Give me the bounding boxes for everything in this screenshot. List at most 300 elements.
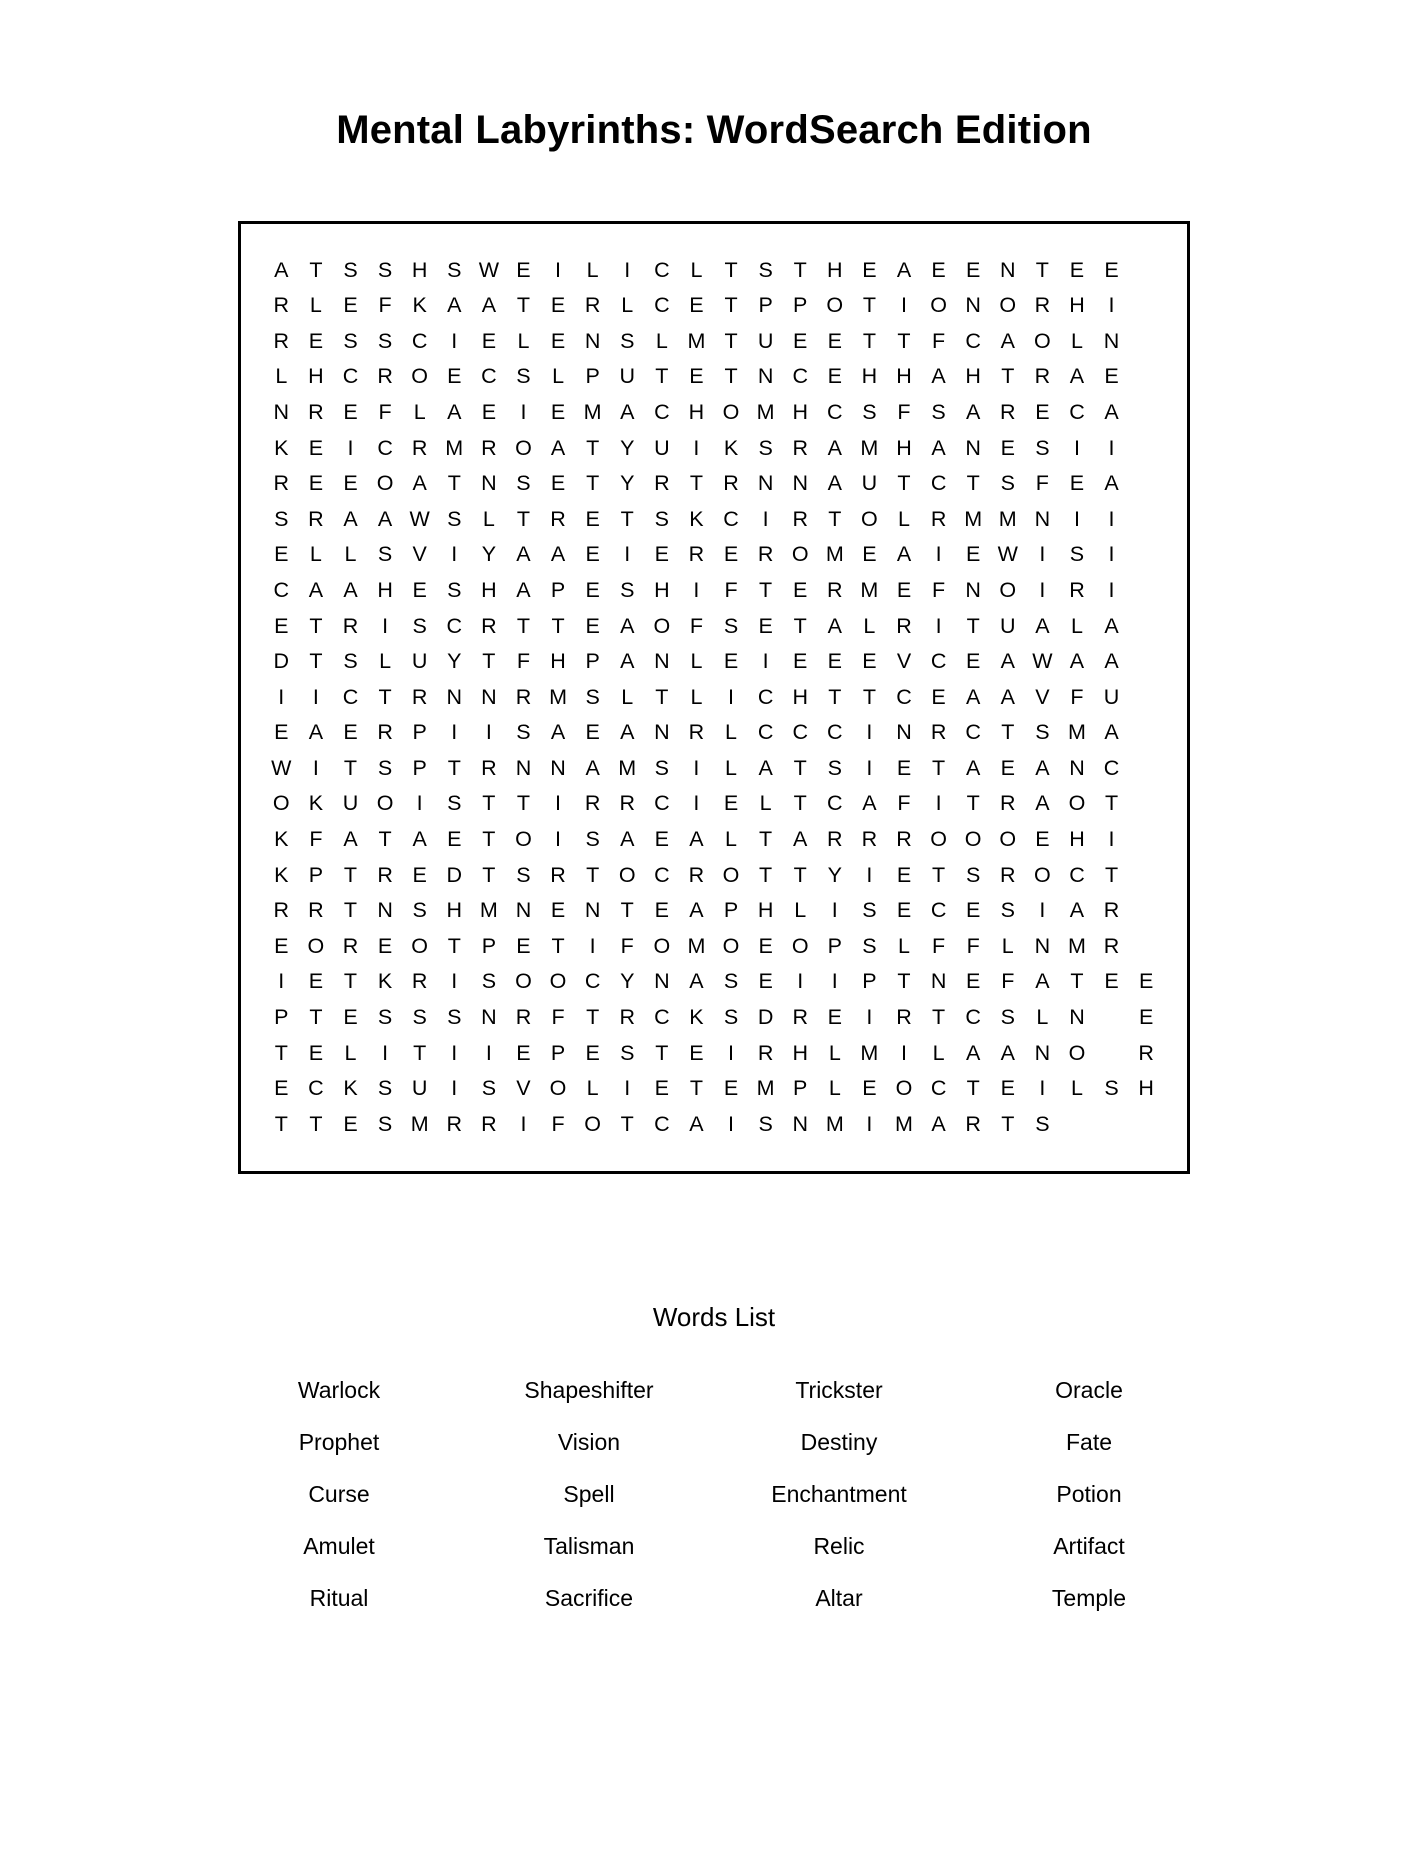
- grid-cell: T: [793, 755, 807, 780]
- grid-cell: I: [312, 755, 319, 780]
- grid-cell: F: [378, 399, 392, 424]
- grid-cell: P: [412, 755, 427, 780]
- grid-cell: C: [1069, 862, 1085, 887]
- grid-cell: C: [342, 364, 359, 389]
- grid-cell: K: [412, 293, 427, 318]
- grid-cell: K: [689, 1005, 704, 1030]
- grid-cell: E: [931, 257, 946, 282]
- grid-cell: E: [793, 328, 808, 353]
- grid-cell: S: [412, 613, 427, 638]
- grid-cell: A: [1104, 471, 1119, 496]
- grid-cell: I: [693, 435, 700, 460]
- grid-cell: T: [620, 1111, 634, 1136]
- grid-cell: A: [274, 257, 289, 282]
- grid-cell: L: [655, 328, 668, 353]
- grid-cell: A: [931, 364, 946, 389]
- grid-cell: S: [447, 1005, 462, 1030]
- grid-cell: E: [1000, 435, 1015, 460]
- grid-cell: H: [550, 649, 566, 674]
- grid-cell: H: [1069, 827, 1085, 852]
- grid-cell: O: [1033, 328, 1051, 353]
- grid-cell: E: [585, 613, 600, 638]
- grid-cell: A: [1104, 720, 1119, 745]
- grid-cell: L: [344, 1040, 357, 1065]
- grid-cell: R: [446, 1111, 463, 1136]
- grid-cell: R: [827, 827, 843, 852]
- grid-cell: C: [965, 720, 981, 745]
- grid-cell: E: [308, 435, 324, 460]
- grid-cell: R: [308, 506, 324, 531]
- grid-cell: A: [827, 613, 842, 638]
- grid-cell: A: [377, 506, 393, 531]
- grid-cell: L: [794, 898, 807, 923]
- grid-cell: L: [344, 542, 357, 567]
- grid-cell: S: [377, 542, 393, 567]
- grid-cell: I: [555, 257, 562, 282]
- grid-cell: [1129, 253, 1164, 289]
- grid-cell: O: [1068, 1040, 1086, 1065]
- grid-cell: H: [1069, 293, 1085, 318]
- grid-cell: C: [757, 684, 774, 709]
- grid-cell: L: [309, 293, 322, 318]
- grid-cell: S: [1104, 1076, 1119, 1101]
- grid-cell: F: [932, 328, 946, 353]
- grid-cell: O: [826, 293, 844, 318]
- grid-cell: U: [861, 471, 878, 496]
- grid-cell: M: [1067, 720, 1086, 745]
- grid-cell: A: [827, 471, 842, 496]
- grid-cell: I: [831, 969, 838, 994]
- grid-cell: R: [1034, 364, 1051, 389]
- grid-cell: H: [896, 364, 912, 389]
- grid-cell: I: [416, 791, 423, 816]
- grid-cell: I: [1039, 1076, 1046, 1101]
- grid-cell: O: [376, 791, 394, 816]
- grid-cell: R: [792, 1005, 808, 1030]
- grid-cell: O: [791, 933, 809, 958]
- grid-cell: L: [1036, 1005, 1049, 1030]
- grid-cell: [1129, 395, 1164, 431]
- grid-cell: M: [860, 435, 879, 460]
- grid-cell: T: [966, 471, 980, 496]
- grid-cell: [1094, 1036, 1129, 1072]
- grid-cell: I: [278, 969, 285, 994]
- grid-cell: T: [309, 649, 323, 674]
- grid-cell: E: [274, 720, 289, 745]
- grid-cell: H: [792, 684, 808, 709]
- grid-cell: Y: [447, 649, 462, 674]
- grid-cell: S: [862, 399, 877, 424]
- grid-cell: T: [1001, 364, 1015, 389]
- grid-cell: C: [827, 791, 843, 816]
- grid-cell: R: [342, 613, 359, 638]
- grid-cell: E: [723, 791, 739, 816]
- grid-cell: E: [516, 257, 531, 282]
- grid-cell: W: [997, 542, 1018, 567]
- grid-cell: N: [377, 898, 393, 923]
- grid-cell: A: [966, 755, 981, 780]
- grid-cell: T: [724, 364, 738, 389]
- grid-cell: M: [756, 1076, 775, 1101]
- grid-cell: N: [1034, 506, 1051, 531]
- word-list-item: Destiny: [800, 1429, 878, 1455]
- grid-cell: C: [654, 1111, 670, 1136]
- grid-cell: A: [620, 399, 635, 424]
- grid-cell: E: [1035, 827, 1050, 852]
- grid-cell: I: [555, 791, 562, 816]
- grid-cell: S: [447, 506, 462, 531]
- grid-cell: O: [272, 791, 290, 816]
- grid-cell: S: [481, 969, 497, 994]
- grid-cell: C: [446, 613, 463, 638]
- grid-cell: A: [793, 827, 808, 852]
- grid-cell: E: [274, 1076, 289, 1101]
- grid-cell: [1129, 324, 1164, 360]
- grid-cell: I: [1108, 435, 1115, 460]
- grid-cell: E: [1000, 755, 1015, 780]
- grid-cell: T: [1035, 257, 1049, 282]
- word-list-item: Fate: [1065, 1429, 1113, 1455]
- grid-cell: R: [481, 613, 497, 638]
- grid-cell: E: [343, 1005, 358, 1030]
- grid-cell: A: [862, 791, 877, 816]
- grid-cell: S: [654, 755, 669, 780]
- grid-cell: A: [343, 827, 358, 852]
- grid-cell: S: [1035, 1111, 1050, 1136]
- grid-cell: O: [411, 933, 429, 958]
- grid-cell: H: [654, 577, 670, 602]
- grid-cell: A: [516, 577, 531, 602]
- grid-cell: E: [516, 1040, 531, 1065]
- grid-cell: S: [412, 1005, 427, 1030]
- grid-cell: O: [307, 933, 325, 958]
- grid-cell: D: [757, 1005, 774, 1030]
- grid-cell: C: [965, 1005, 981, 1030]
- grid-cell: O: [376, 471, 394, 496]
- grid-cell: Y: [620, 969, 635, 994]
- grid-cell: O: [653, 613, 671, 638]
- grid-cell: L: [621, 684, 634, 709]
- grid-cell: N: [584, 328, 601, 353]
- grid-cell: L: [482, 506, 495, 531]
- word-search-grid: [264, 253, 1164, 1143]
- grid-cell: M: [410, 1111, 429, 1136]
- grid-cell: M: [618, 755, 637, 780]
- grid-cell: U: [757, 328, 774, 353]
- grid-cell: [1129, 893, 1164, 929]
- grid-cell: N: [930, 969, 947, 994]
- grid-cell: M: [756, 399, 775, 424]
- grid-cell: T: [516, 506, 531, 531]
- grid-cell: C: [654, 293, 670, 318]
- grid-cell: F: [932, 933, 946, 958]
- grid-cell: [1129, 822, 1164, 858]
- grid-cell: A: [1000, 328, 1015, 353]
- grid-cell: R: [411, 969, 428, 994]
- grid-cell: E: [1069, 257, 1085, 282]
- grid-cell: F: [897, 399, 911, 424]
- word-list-item: Altar: [815, 1585, 863, 1611]
- grid-cell: I: [589, 933, 596, 958]
- grid-cell: U: [1103, 684, 1120, 709]
- word-list-item: Sacrifice: [544, 1585, 634, 1611]
- grid-cell: T: [586, 471, 600, 496]
- grid-cell: N: [1103, 328, 1120, 353]
- grid-cell: R: [481, 435, 497, 460]
- word-list-item: Curse: [308, 1481, 370, 1507]
- grid-cell: E: [1104, 969, 1119, 994]
- grid-cell: A: [343, 506, 358, 531]
- grid-cell: L: [898, 933, 910, 958]
- grid-cell: M: [583, 399, 602, 424]
- grid-cell: T: [343, 969, 358, 994]
- grid-cell: C: [723, 506, 739, 531]
- grid-cell: S: [862, 933, 877, 958]
- grid-cell: F: [516, 649, 531, 674]
- grid-cell: P: [827, 933, 842, 958]
- grid-cell: U: [342, 791, 359, 816]
- grid-cell: M: [895, 1111, 913, 1136]
- grid-cell: R: [896, 613, 912, 638]
- grid-cell: A: [412, 471, 427, 496]
- grid-cell: A: [1035, 969, 1050, 994]
- grid-cell: I: [728, 684, 734, 709]
- grid-cell: I: [866, 1005, 873, 1030]
- grid-cell: N: [515, 898, 532, 923]
- grid-cell: S: [377, 257, 393, 282]
- grid-cell: S: [758, 435, 773, 460]
- grid-cell: [1129, 466, 1164, 502]
- grid-cell: [1129, 680, 1164, 716]
- grid-cell: S: [585, 827, 600, 852]
- grid-cell: A: [827, 435, 842, 460]
- grid-cell: M: [860, 1040, 879, 1065]
- grid-cell: I: [1073, 506, 1080, 531]
- grid-cell: W: [271, 755, 292, 780]
- word-list-item: Spell: [563, 1481, 615, 1507]
- grid-cell: O: [515, 435, 532, 460]
- grid-cell: T: [966, 791, 980, 816]
- word-list-item: Relic: [813, 1533, 865, 1559]
- grid-cell: L: [725, 755, 737, 780]
- grid-cell: R: [273, 471, 290, 496]
- grid-cell: O: [515, 969, 532, 994]
- grid-cell: H: [1138, 1076, 1154, 1101]
- grid-cell: T: [274, 1040, 288, 1065]
- grid-cell: S: [1069, 542, 1085, 567]
- grid-cell: I: [693, 577, 700, 602]
- grid-cell: A: [1104, 649, 1119, 674]
- grid-cell: T: [828, 684, 842, 709]
- grid-cell: R: [584, 293, 601, 318]
- grid-cell: L: [690, 257, 703, 282]
- grid-cell: T: [586, 862, 600, 887]
- grid-cell: O: [930, 293, 947, 318]
- grid-cell: I: [1108, 542, 1115, 567]
- grid-cell: A: [1104, 399, 1119, 424]
- grid-cell: R: [757, 542, 774, 567]
- grid-cell: I: [1039, 898, 1046, 923]
- grid-cell: O: [584, 1111, 601, 1136]
- grid-cell: P: [308, 862, 324, 887]
- grid-cell: R: [654, 471, 670, 496]
- grid-cell: I: [451, 1076, 458, 1101]
- grid-cell: T: [793, 791, 807, 816]
- grid-cell: T: [378, 827, 392, 852]
- grid-cell: [1129, 786, 1164, 822]
- grid-cell: V: [412, 542, 427, 567]
- grid-cell: R: [481, 755, 497, 780]
- grid-cell: A: [689, 969, 704, 994]
- grid-cell: T: [343, 755, 358, 780]
- grid-cell: E: [308, 471, 324, 496]
- grid-cell: I: [866, 755, 873, 780]
- grid-cell: P: [793, 293, 808, 318]
- grid-cell: S: [447, 791, 462, 816]
- grid-cell: E: [966, 542, 981, 567]
- grid-cell: H: [792, 399, 808, 424]
- grid-cell: I: [520, 399, 527, 424]
- grid-cell: E: [827, 1005, 842, 1030]
- word-list-item: Warlock: [297, 1377, 381, 1403]
- grid-cell: E: [1138, 969, 1154, 994]
- grid-cell: I: [520, 1111, 527, 1136]
- grid-cell: I: [382, 1040, 389, 1065]
- words-list-heading: Words List: [652, 1302, 776, 1332]
- grid-cell: I: [1108, 506, 1115, 531]
- grid-cell: R: [1000, 862, 1016, 887]
- grid-cell: O: [1068, 791, 1086, 816]
- grid-cell: S: [1035, 435, 1050, 460]
- grid-cell: I: [900, 293, 907, 318]
- grid-cell: U: [654, 435, 670, 460]
- grid-cell: I: [485, 1040, 492, 1065]
- grid-cell: T: [759, 862, 773, 887]
- grid-cell: C: [930, 471, 947, 496]
- grid-cell: T: [655, 1040, 669, 1065]
- grid-cell: S: [862, 898, 877, 923]
- word-list-item: Potion: [1056, 1481, 1122, 1507]
- grid-cell: A: [620, 613, 635, 638]
- grid-cell: I: [762, 506, 769, 531]
- grid-cell: E: [481, 399, 497, 424]
- grid-cell: E: [274, 933, 289, 958]
- grid-cell: T: [482, 791, 496, 816]
- grid-cell: T: [516, 613, 531, 638]
- grid-cell: N: [757, 471, 774, 496]
- grid-cell: E: [550, 471, 566, 496]
- grid-cell: E: [412, 577, 427, 602]
- grid-cell: I: [935, 613, 942, 638]
- grid-cell: N: [896, 720, 912, 745]
- grid-cell: E: [723, 542, 739, 567]
- grid-cell: E: [550, 328, 566, 353]
- grid-cell: F: [309, 827, 323, 852]
- grid-cell: R: [1069, 577, 1085, 602]
- grid-cell: T: [413, 1040, 427, 1065]
- grid-cell: E: [723, 649, 739, 674]
- grid-cell: T: [689, 1076, 703, 1101]
- grid-cell: L: [690, 684, 703, 709]
- grid-cell: A: [550, 435, 566, 460]
- grid-cell: R: [273, 328, 290, 353]
- word-list-item: Temple: [1051, 1585, 1127, 1611]
- grid-cell: H: [481, 577, 497, 602]
- grid-cell: I: [382, 613, 389, 638]
- grid-cell: R: [896, 827, 912, 852]
- grid-cell: T: [897, 969, 911, 994]
- grid-cell: S: [654, 506, 669, 531]
- grid-cell: R: [515, 684, 532, 709]
- grid-cell: T: [966, 613, 980, 638]
- grid-cell: E: [654, 898, 669, 923]
- grid-cell: C: [377, 435, 393, 460]
- grid-cell: E: [827, 649, 842, 674]
- grid-cell: L: [725, 720, 737, 745]
- grid-cell: E: [447, 827, 462, 852]
- grid-cell: R: [930, 720, 947, 745]
- grid-cell: E: [689, 293, 704, 318]
- grid-cell: E: [412, 862, 427, 887]
- grid-cell: T: [620, 898, 634, 923]
- grid-cell: L: [1001, 933, 1014, 958]
- grid-cell: A: [308, 720, 324, 745]
- grid-cell: N: [792, 471, 808, 496]
- grid-cell: S: [481, 1076, 497, 1101]
- grid-cell: H: [792, 1040, 808, 1065]
- grid-cell: P: [723, 898, 739, 923]
- grid-cell: H: [411, 257, 428, 282]
- grid-cell: A: [1035, 755, 1050, 780]
- grid-cell: T: [378, 684, 392, 709]
- grid-cell: O: [515, 827, 532, 852]
- grid-cell: E: [343, 720, 358, 745]
- grid-cell: S: [377, 755, 393, 780]
- words-list: [214, 1377, 1214, 1612]
- grid-cell: O: [653, 933, 671, 958]
- grid-cell: M: [825, 542, 844, 567]
- grid-cell: S: [1000, 1005, 1015, 1030]
- grid-cell: T: [516, 791, 531, 816]
- grid-cell: E: [758, 613, 773, 638]
- grid-cell: L: [898, 506, 910, 531]
- grid-cell: F: [1070, 684, 1084, 709]
- grid-cell: L: [413, 399, 426, 424]
- grid-cell: F: [966, 933, 980, 958]
- grid-cell: S: [723, 613, 739, 638]
- grid-cell: A: [966, 684, 981, 709]
- grid-cell: S: [412, 898, 427, 923]
- grid-cell: R: [965, 1111, 981, 1136]
- grid-cell: K: [343, 1076, 358, 1101]
- grid-cell: H: [896, 435, 912, 460]
- grid-cell: N: [1069, 755, 1085, 780]
- grid-cell: E: [308, 969, 324, 994]
- grid-cell: T: [897, 328, 911, 353]
- grid-cell: P: [550, 1040, 566, 1065]
- grid-cell: H: [308, 364, 324, 389]
- grid-cell: A: [966, 1040, 981, 1065]
- grid-cell: N: [654, 720, 670, 745]
- grid-cell: S: [516, 471, 531, 496]
- grid-cell: S: [447, 577, 462, 602]
- grid-cell: N: [584, 898, 601, 923]
- grid-cell: S: [377, 328, 393, 353]
- grid-cell: A: [689, 898, 704, 923]
- grid-cell: A: [343, 577, 358, 602]
- grid-cell: E: [274, 613, 289, 638]
- grid-cell: T: [1070, 969, 1084, 994]
